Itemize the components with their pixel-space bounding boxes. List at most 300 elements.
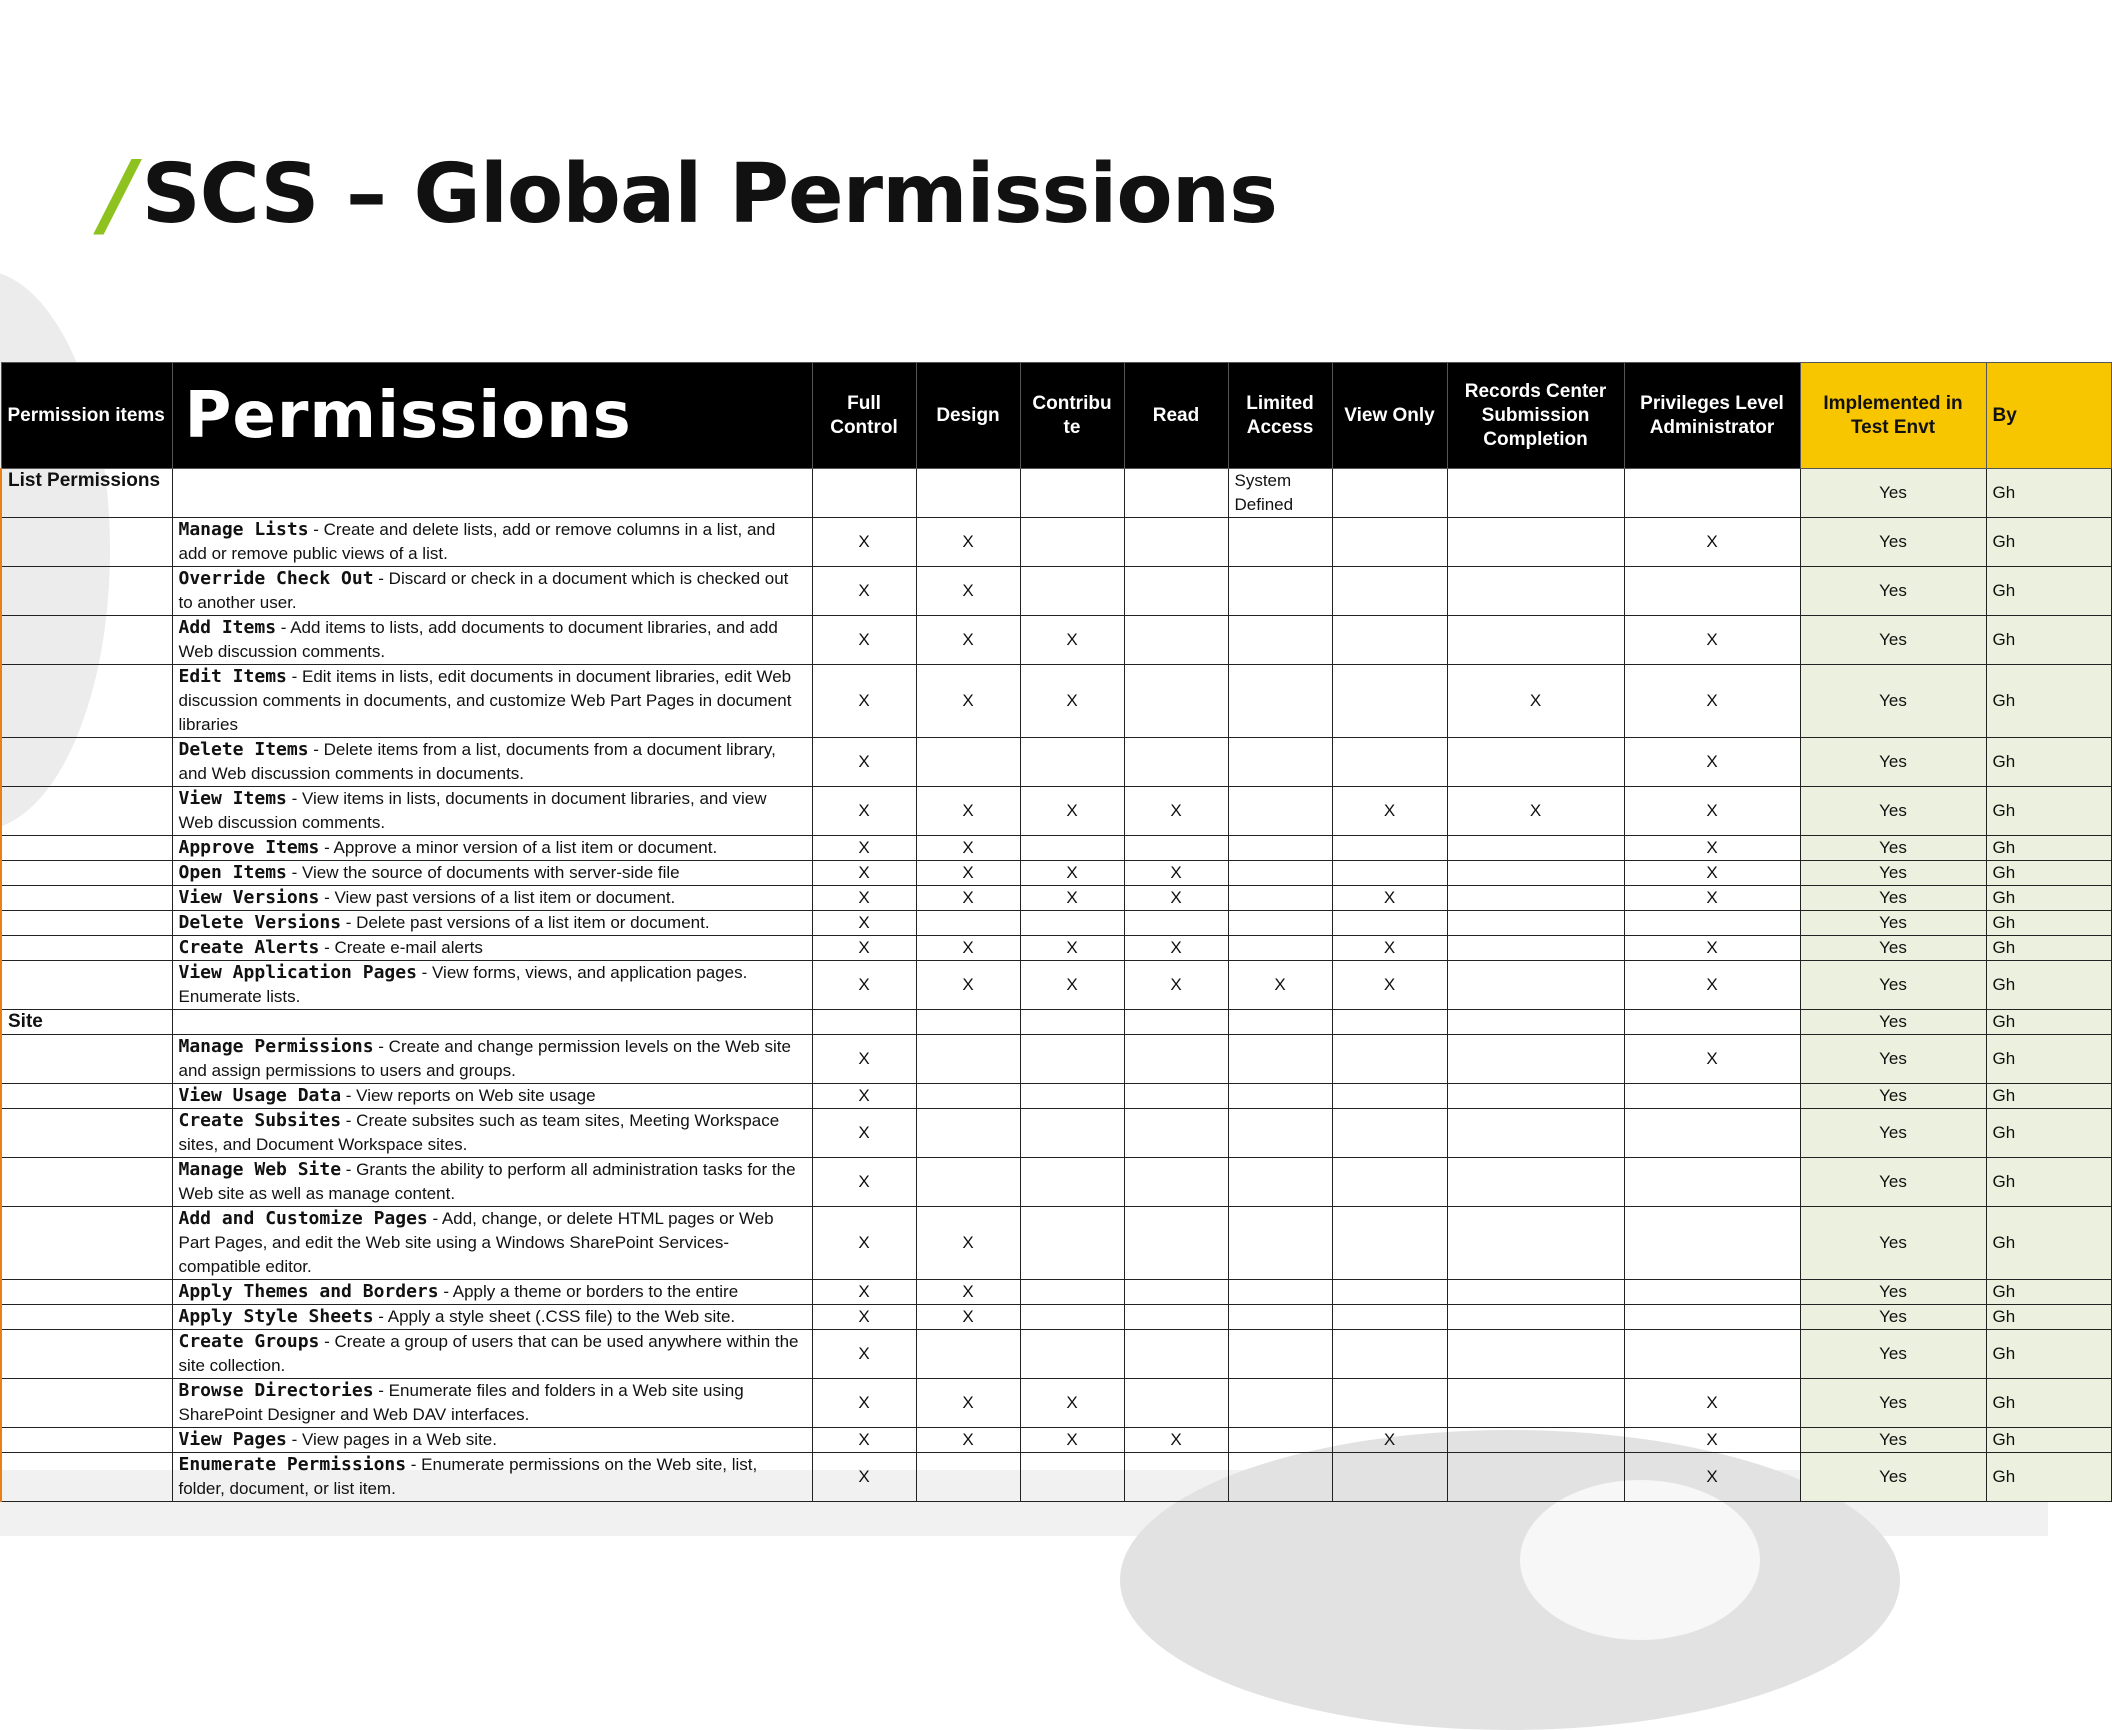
- mark-cell: [916, 1010, 1020, 1035]
- table-row: [1, 1330, 2111, 1379]
- permission-description-cell: [172, 911, 812, 936]
- section-cell: [1, 1305, 172, 1330]
- mark-cell: X: [1624, 665, 1800, 738]
- implemented-cell: Yes: [1800, 518, 1986, 567]
- mark-cell: X: [812, 1305, 916, 1330]
- mark-cell: X: [1020, 1379, 1124, 1428]
- permission-description: - Approve a minor version of a list item or document.: [319, 838, 718, 857]
- mark-cell: [1447, 616, 1624, 665]
- mark-cell: [1332, 1207, 1447, 1280]
- mark-cell: X: [1020, 936, 1124, 961]
- mark-cell: [1124, 1305, 1228, 1330]
- mark-cell: [1332, 1010, 1447, 1035]
- table-row: [1, 787, 2111, 836]
- mark-cell: X: [916, 1280, 1020, 1305]
- implemented-cell: Yes: [1800, 1280, 1986, 1305]
- mark-cell: X: [1020, 861, 1124, 886]
- section-cell: Site: [1, 1010, 172, 1035]
- permission-description-cell: [172, 836, 812, 861]
- table-row: [1, 469, 2111, 518]
- mark-cell: [1447, 738, 1624, 787]
- permission-description-cell: [172, 861, 812, 886]
- mark-cell: [1447, 836, 1624, 861]
- mark-cell: X: [1624, 861, 1800, 886]
- table-row: [1, 1109, 2111, 1158]
- by-cell: Gh: [1986, 469, 2111, 518]
- mark-cell: [1228, 1109, 1332, 1158]
- mark-cell: X: [916, 1379, 1020, 1428]
- by-cell: Gh: [1986, 567, 2111, 616]
- mark-cell: X: [916, 616, 1020, 665]
- mark-cell: X: [916, 961, 1020, 1010]
- mark-cell: X: [812, 738, 916, 787]
- table-row: [1, 1084, 2111, 1109]
- mark-cell: X: [812, 961, 916, 1010]
- mark-cell: [1447, 1109, 1624, 1158]
- mark-cell: [1447, 911, 1624, 936]
- mark-cell: [1124, 616, 1228, 665]
- mark-cell: [1124, 1453, 1228, 1502]
- mark-cell: [1332, 1453, 1447, 1502]
- mark-cell: [1228, 1379, 1332, 1428]
- table-row: [1, 1207, 2111, 1280]
- implemented-cell: Yes: [1800, 1035, 1986, 1084]
- mark-cell: [1624, 1158, 1800, 1207]
- mark-cell: [812, 469, 916, 518]
- permission-description-cell: [172, 1428, 812, 1453]
- implemented-cell: Yes: [1800, 787, 1986, 836]
- mark-cell: X: [812, 936, 916, 961]
- mark-cell: [1332, 1084, 1447, 1109]
- mark-cell: X: [1332, 961, 1447, 1010]
- mark-cell: X: [1624, 836, 1800, 861]
- slash-accent-icon: /: [102, 141, 136, 248]
- mark-cell: [1332, 836, 1447, 861]
- permission-description-cell: [172, 1010, 812, 1035]
- header-view-only: View Only: [1332, 363, 1447, 469]
- mark-cell: [1228, 738, 1332, 787]
- slide-title: [102, 140, 1277, 250]
- mark-cell: [1020, 738, 1124, 787]
- table-row: [1, 518, 2111, 567]
- section-cell: [1, 567, 172, 616]
- implemented-cell: Yes: [1800, 886, 1986, 911]
- permission-description-cell: [172, 936, 812, 961]
- permission-description: - Grants the ability to perform all administration tasks for the Web site as well as manage content.: [178, 1160, 796, 1203]
- mark-cell: [1020, 1453, 1124, 1502]
- permission-name: Create Subsites: [178, 1110, 342, 1131]
- mark-cell: X: [1624, 787, 1800, 836]
- header-implemented: Implemented in Test Envt: [1800, 363, 1986, 469]
- table-row: [1, 911, 2111, 936]
- permission-name: View Usage Data: [178, 1085, 342, 1106]
- implemented-cell: Yes: [1800, 738, 1986, 787]
- mark-cell: [1447, 1330, 1624, 1379]
- mark-cell: [1124, 567, 1228, 616]
- mark-cell: [1447, 1428, 1624, 1453]
- mark-cell: X: [1332, 787, 1447, 836]
- mark-cell: [1447, 1035, 1624, 1084]
- mark-cell: [916, 1330, 1020, 1379]
- mark-cell: X: [1124, 886, 1228, 911]
- section-cell: [1, 738, 172, 787]
- by-cell: Gh: [1986, 787, 2111, 836]
- permission-description-cell: [172, 616, 812, 665]
- section-cell: [1, 911, 172, 936]
- mark-cell: [1228, 1084, 1332, 1109]
- mark-cell: X: [916, 518, 1020, 567]
- mark-cell: X: [916, 665, 1020, 738]
- table-row: [1, 567, 2111, 616]
- section-cell: [1, 1330, 172, 1379]
- mark-cell: [916, 1109, 1020, 1158]
- permission-description-cell: [172, 469, 812, 518]
- permission-description-cell: [172, 1330, 812, 1379]
- section-cell: [1, 1158, 172, 1207]
- mark-cell: X: [1624, 1453, 1800, 1502]
- section-cell: [1, 1109, 172, 1158]
- implemented-cell: Yes: [1800, 1207, 1986, 1280]
- mark-cell: [1124, 1109, 1228, 1158]
- mark-cell: X: [1124, 961, 1228, 1010]
- mark-cell: [1332, 1305, 1447, 1330]
- mark-cell: [812, 1010, 916, 1035]
- table-row: [1, 961, 2111, 1010]
- permission-description-cell: [172, 518, 812, 567]
- mark-cell: [916, 1158, 1020, 1207]
- mark-cell: X: [1332, 886, 1447, 911]
- permission-name: Create Alerts: [178, 937, 320, 958]
- mark-cell: [1228, 911, 1332, 936]
- mark-cell: X: [916, 936, 1020, 961]
- mark-cell: [1624, 1109, 1800, 1158]
- section-cell: [1, 1035, 172, 1084]
- permission-description: - Discard or check in a document which is checked out to another user.: [178, 569, 789, 612]
- mark-cell: [1020, 836, 1124, 861]
- mark-cell: X: [916, 886, 1020, 911]
- permission-description-cell: [172, 1305, 812, 1330]
- implemented-cell: Yes: [1800, 567, 1986, 616]
- mark-cell: X: [1624, 616, 1800, 665]
- permission-description: - Create and delete lists, add or remove columns in a list, and add or remove public views of a list.: [178, 520, 776, 563]
- mark-cell: [1447, 1084, 1624, 1109]
- permission-name: Enumerate Permissions: [178, 1454, 407, 1475]
- implemented-cell: Yes: [1800, 1084, 1986, 1109]
- mark-cell: X: [1624, 518, 1800, 567]
- section-cell: [1, 665, 172, 738]
- mark-cell: [1020, 1158, 1124, 1207]
- permission-description-cell: [172, 1379, 812, 1428]
- permission-description: - Create and change permission levels on the Web site and assign permissions to users and groups.: [178, 1037, 791, 1080]
- mark-cell: [1124, 1035, 1228, 1084]
- permission-name: Open Items: [178, 862, 287, 883]
- permission-description: - Enumerate permissions on the Web site, list, folder, document, or list item.: [178, 1455, 758, 1498]
- by-cell: Gh: [1986, 1305, 2111, 1330]
- permission-description: - Apply a theme or borders to the entire: [438, 1282, 739, 1301]
- implemented-cell: Yes: [1800, 911, 1986, 936]
- implemented-cell: Yes: [1800, 469, 1986, 518]
- mark-cell: [1124, 1280, 1228, 1305]
- mark-cell: X: [1228, 961, 1332, 1010]
- permission-description: - View items in lists, documents in document libraries, and view Web discussion comments.: [178, 789, 767, 832]
- mark-cell: [1624, 567, 1800, 616]
- mark-cell: X: [812, 836, 916, 861]
- implemented-cell: Yes: [1800, 665, 1986, 738]
- header-design: Design: [916, 363, 1020, 469]
- permission-description: - Apply a style sheet (.CSS file) to the Web site.: [373, 1307, 736, 1326]
- table-row: [1, 1010, 2111, 1035]
- mark-cell: [1124, 665, 1228, 738]
- permission-description-cell: [172, 1035, 812, 1084]
- section-cell: [1, 518, 172, 567]
- mark-cell: [916, 1084, 1020, 1109]
- mark-cell: X: [1447, 665, 1624, 738]
- mark-cell: X: [812, 616, 916, 665]
- permission-description: - Enumerate files and folders in a Web site using SharePoint Designer and Web DAV interfaces.: [178, 1381, 744, 1424]
- permission-description-cell: [172, 567, 812, 616]
- mark-cell: X: [916, 567, 1020, 616]
- mark-cell: [1228, 1280, 1332, 1305]
- mark-cell: X: [1332, 1428, 1447, 1453]
- permission-description: - Delete past versions of a list item or document.: [341, 913, 710, 932]
- mark-cell: [1447, 469, 1624, 518]
- mark-cell: X: [1020, 787, 1124, 836]
- mark-cell: [916, 1453, 1020, 1502]
- by-cell: Gh: [1986, 738, 2111, 787]
- permission-description-cell: [172, 787, 812, 836]
- header-by: By: [1986, 363, 2111, 469]
- table-row: [1, 1305, 2111, 1330]
- mark-cell: [1447, 886, 1624, 911]
- mark-cell: [1124, 1158, 1228, 1207]
- mark-cell: [1020, 1305, 1124, 1330]
- implemented-cell: Yes: [1800, 836, 1986, 861]
- mark-cell: [1228, 1207, 1332, 1280]
- mark-cell: X: [1624, 1428, 1800, 1453]
- header-privileges-admin: Privileges Level Administrator: [1624, 363, 1800, 469]
- mark-cell: [1447, 961, 1624, 1010]
- permission-name: Manage Web Site: [178, 1159, 342, 1180]
- mark-cell: X: [812, 1280, 916, 1305]
- header-permissions: Permissions: [172, 363, 812, 469]
- section-cell: [1, 936, 172, 961]
- mark-cell: X: [916, 836, 1020, 861]
- table-row: [1, 1428, 2111, 1453]
- permission-description: - View pages in a Web site.: [286, 1430, 497, 1449]
- by-cell: Gh: [1986, 911, 2111, 936]
- header-contribute: Contribu te: [1020, 363, 1124, 469]
- mark-cell: X: [1020, 886, 1124, 911]
- implemented-cell: Yes: [1800, 1305, 1986, 1330]
- by-cell: Gh: [1986, 1280, 2111, 1305]
- implemented-cell: Yes: [1800, 1379, 1986, 1428]
- by-cell: Gh: [1986, 1207, 2111, 1280]
- mark-cell: X: [1020, 961, 1124, 1010]
- implemented-cell: Yes: [1800, 1453, 1986, 1502]
- mark-cell: X: [916, 787, 1020, 836]
- permission-description-cell: [172, 1084, 812, 1109]
- permission-name: Delete Versions: [178, 912, 342, 933]
- by-cell: Gh: [1986, 616, 2111, 665]
- by-cell: Gh: [1986, 861, 2111, 886]
- mark-cell: [1624, 1084, 1800, 1109]
- mark-cell: X: [916, 1207, 1020, 1280]
- table-row: [1, 1280, 2111, 1305]
- mark-cell: [1124, 469, 1228, 518]
- table-row: [1, 861, 2111, 886]
- mark-cell: [916, 911, 1020, 936]
- implemented-cell: Yes: [1800, 936, 1986, 961]
- mark-cell: [1124, 911, 1228, 936]
- by-cell: Gh: [1986, 665, 2111, 738]
- implemented-cell: Yes: [1800, 961, 1986, 1010]
- permission-description-cell: [172, 1453, 812, 1502]
- permission-name: Approve Items: [178, 837, 320, 858]
- implemented-cell: Yes: [1800, 1330, 1986, 1379]
- table-row: [1, 616, 2111, 665]
- mark-cell: [1447, 1453, 1624, 1502]
- mark-cell: [1332, 911, 1447, 936]
- mark-cell: [1332, 567, 1447, 616]
- section-cell: [1, 1207, 172, 1280]
- mark-cell: [1332, 616, 1447, 665]
- permission-name: Create Groups: [178, 1331, 320, 1352]
- mark-cell: System Defined: [1228, 469, 1332, 518]
- mark-cell: [1020, 1010, 1124, 1035]
- by-cell: Gh: [1986, 518, 2111, 567]
- mark-cell: [1332, 738, 1447, 787]
- mark-cell: [1020, 518, 1124, 567]
- mark-cell: [1228, 518, 1332, 567]
- permission-description: - View past versions of a list item or document.: [319, 888, 676, 907]
- mark-cell: X: [812, 787, 916, 836]
- mark-cell: [1332, 469, 1447, 518]
- permission-description-cell: [172, 961, 812, 1010]
- permission-description: - Create a group of users that can be used anywhere within the site collection.: [178, 1332, 799, 1375]
- section-cell: [1, 836, 172, 861]
- mark-cell: X: [1124, 1428, 1228, 1453]
- mark-cell: X: [916, 1305, 1020, 1330]
- permission-name: View Pages: [178, 1429, 287, 1450]
- mark-cell: [1624, 911, 1800, 936]
- section-cell: [1, 1379, 172, 1428]
- mark-cell: [1020, 469, 1124, 518]
- mark-cell: X: [812, 1084, 916, 1109]
- mark-cell: X: [1624, 1035, 1800, 1084]
- mark-cell: [1447, 1010, 1624, 1035]
- mark-cell: X: [812, 567, 916, 616]
- mark-cell: [1124, 1330, 1228, 1379]
- mark-cell: X: [1020, 1428, 1124, 1453]
- mark-cell: [1624, 469, 1800, 518]
- section-cell: [1, 1453, 172, 1502]
- mark-cell: [1020, 1330, 1124, 1379]
- mark-cell: X: [812, 1379, 916, 1428]
- mark-cell: [916, 469, 1020, 518]
- header-full-control: Full Control: [812, 363, 916, 469]
- section-cell: [1, 961, 172, 1010]
- mark-cell: [1228, 665, 1332, 738]
- mark-cell: [1020, 567, 1124, 616]
- mark-cell: X: [812, 1453, 916, 1502]
- by-cell: Gh: [1986, 1035, 2111, 1084]
- by-cell: Gh: [1986, 1158, 2111, 1207]
- mark-cell: [1020, 1084, 1124, 1109]
- mark-cell: X: [1020, 616, 1124, 665]
- mark-cell: X: [1624, 738, 1800, 787]
- table-row: [1, 1453, 2111, 1502]
- by-cell: Gh: [1986, 886, 2111, 911]
- mark-cell: X: [812, 1109, 916, 1158]
- permission-description: - View the source of documents with server-side file: [286, 863, 680, 882]
- mark-cell: [1228, 1428, 1332, 1453]
- mark-cell: X: [1124, 787, 1228, 836]
- mark-cell: [1124, 836, 1228, 861]
- section-cell: List Permissions: [1, 469, 172, 518]
- mark-cell: X: [812, 911, 916, 936]
- mark-cell: [1447, 861, 1624, 886]
- table-row: [1, 1379, 2111, 1428]
- mark-cell: X: [812, 1207, 916, 1280]
- mark-cell: [1020, 1207, 1124, 1280]
- permission-name: Apply Themes and Borders: [178, 1281, 439, 1302]
- section-cell: [1, 1280, 172, 1305]
- mark-cell: [1228, 861, 1332, 886]
- permission-description: - Add items to lists, add documents to document libraries, and add Web discussion comments.: [178, 618, 778, 661]
- mark-cell: [1124, 738, 1228, 787]
- mark-cell: X: [812, 886, 916, 911]
- mark-cell: [1447, 1305, 1624, 1330]
- mark-cell: [1624, 1280, 1800, 1305]
- table-body: [1, 469, 2111, 1502]
- by-cell: Gh: [1986, 961, 2111, 1010]
- implemented-cell: Yes: [1800, 1010, 1986, 1035]
- implemented-cell: Yes: [1800, 1428, 1986, 1453]
- permission-description: - Create e-mail alerts: [319, 938, 483, 957]
- mark-cell: [1020, 1035, 1124, 1084]
- permission-description-cell: [172, 1280, 812, 1305]
- by-cell: Gh: [1986, 1330, 2111, 1379]
- permission-description: - Edit items in lists, edit documents in document libraries, edit Web discussion comments in documents, and customize Web Part Pages in document libraries: [178, 667, 792, 734]
- permissions-table: [0, 362, 2112, 1502]
- section-cell: [1, 616, 172, 665]
- permission-description: - Delete items from a list, documents from a document library, and Web discussion comments in documents.: [178, 740, 776, 783]
- header-read: Read: [1124, 363, 1228, 469]
- mark-cell: [1447, 1379, 1624, 1428]
- permission-description-cell: [172, 1109, 812, 1158]
- by-cell: Gh: [1986, 1109, 2111, 1158]
- mark-cell: [1228, 616, 1332, 665]
- table-row: [1, 886, 2111, 911]
- mark-cell: [1332, 1330, 1447, 1379]
- mark-cell: [1228, 567, 1332, 616]
- mark-cell: [1228, 1035, 1332, 1084]
- mark-cell: [1124, 1010, 1228, 1035]
- mark-cell: [1447, 1158, 1624, 1207]
- mark-cell: [1624, 1305, 1800, 1330]
- table-row: [1, 1035, 2111, 1084]
- mark-cell: X: [812, 1158, 916, 1207]
- permission-name: Edit Items: [178, 666, 287, 687]
- permission-name: Delete Items: [178, 739, 309, 760]
- mark-cell: [1624, 1207, 1800, 1280]
- permission-name: View Versions: [178, 887, 320, 908]
- background-shape: [1520, 1480, 1760, 1640]
- mark-cell: X: [1624, 936, 1800, 961]
- implemented-cell: Yes: [1800, 616, 1986, 665]
- by-cell: Gh: [1986, 1010, 2111, 1035]
- by-cell: Gh: [1986, 936, 2111, 961]
